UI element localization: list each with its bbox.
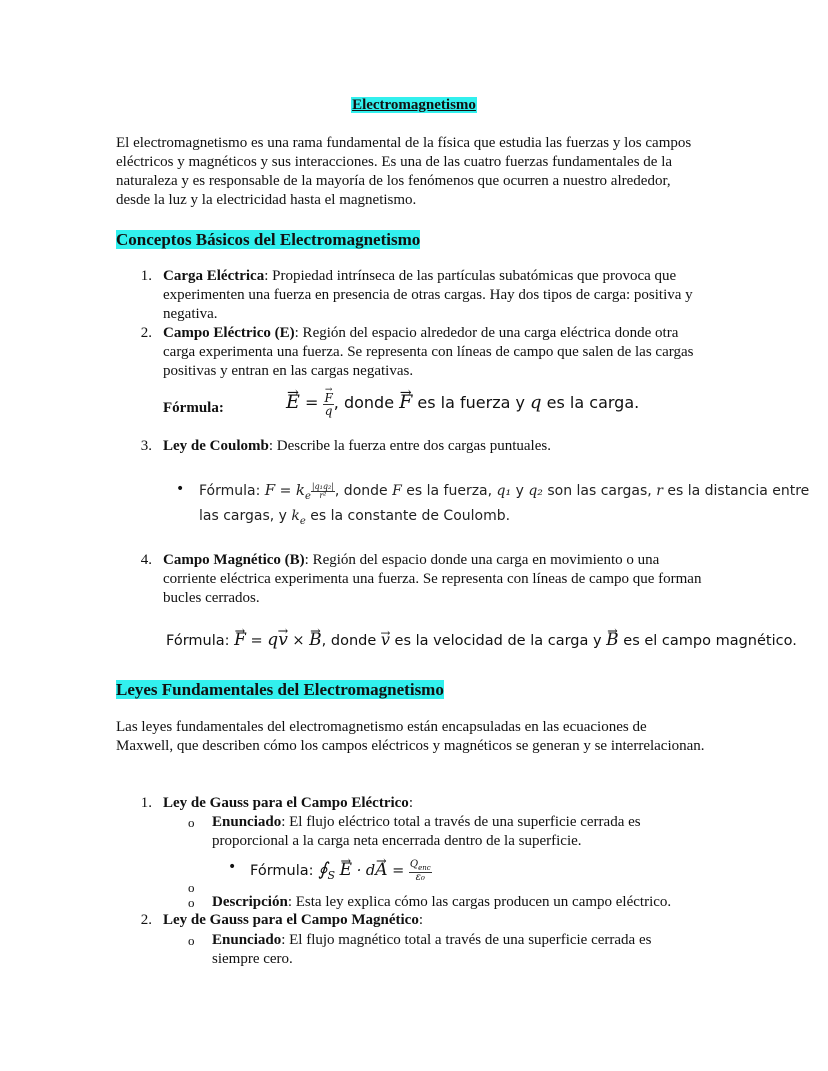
circle-bullet: o (188, 933, 195, 948)
list-number: 2. (140, 912, 152, 928)
formula-coulomb: Fórmula: $F = k_e$ $\frac{\text{|q₁q₂|}}{\text{r²}}$ , donde F es la fuerza, q₁ y q₂ son las cargas, r es la distancia entre (199, 481, 810, 502)
law2-enunciado: Enunciado: El flujo magnético total a través de una superficie cerrada es siempre cero. (212, 932, 652, 967)
term-label: Campo Eléctrico (E) (163, 325, 295, 341)
term-label: Carga Eléctrica (163, 268, 265, 284)
term-label: Campo Magnético (B) (163, 552, 305, 568)
formula-coulomb-line2: las cargas, y $k_e$ es la constante de Coulomb. (199, 508, 511, 527)
list-item-carga-electrica (163, 267, 708, 324)
list-number: 2. (140, 325, 152, 341)
circle-bullet: o (188, 880, 195, 895)
bullet-marker: • (228, 859, 237, 875)
fraction: $\frac{Q_{enc}}{\text{ε₀}}$ (409, 858, 431, 883)
law1-descripcion: Descripción: Esta ley explica cómo las cargas producen un campo eléctrico. (212, 894, 672, 910)
formula-label: Fórmula: (163, 400, 224, 416)
circle-bullet: o (188, 895, 195, 910)
formula-magnetic-force: Fórmula: → F = q→ v × → B, donde → v es la velocidad de la carga y → B es el campo magnético. (166, 628, 797, 653)
list-item-campo-electrico (163, 324, 708, 381)
fraction: $\frac{\text{|q₁q₂|}}{\text{r²}}$ (311, 481, 334, 500)
section2-intro-paragraph: Las leyes fundamentales del electromagnetismo están encapsuladas en las ecuaciones de Maxwell, que describen cómo los campos eléctricos y magnéticos se generan y se interrelacionan. (116, 719, 705, 754)
law-title-gauss-electric: Ley de Gauss para el Campo Eléctrico: (163, 795, 413, 811)
list-number: 4. (140, 552, 152, 568)
section-heading-conceptos: Conceptos Básicos del Electromagnetismo (116, 230, 421, 249)
formula-electric-field: → E = → $\frac{F}{q}$ , donde → F es la fuerza y q es la carga. (286, 390, 639, 417)
term-text: : Región del espacio alrededor de una carga eléctrica donde otra carga experimenta una fuerza. Se representa con líneas de campo que salen de las cargas positivas y entran en las cargas negativas. (163, 325, 694, 379)
law1-enunciado: Enunciado: El flujo eléctrico total a través de una superficie cerrada es proporcional a la carga neta encerrada dentro de la superficie. (212, 814, 641, 849)
term-text: : Propiedad intrínseca de las partículas subatómicas que provoca que experimenten una fuerza en presencia de otras cargas. Hay dos tipos de carga: positiva y negativa. (163, 268, 693, 322)
document-title: Electromagnetismo (352, 97, 476, 113)
term-label: Ley de Coulomb (163, 438, 269, 454)
bullet-marker: • (176, 481, 185, 497)
list-item-campo-magnetico (163, 551, 708, 608)
list-item-ley-coulomb (163, 437, 708, 456)
intro-paragraph: El electromagnetismo es una rama fundamental de la física que estudia las fuerzas y los campos eléctricos y magnéticos y sus interacciones. Es una de las cuatro fuerzas fundamentales de la naturaleza y es responsable de la mayoría de los fenómenos que ocurren a nuestro alrededor, desde la luz y la electricidad hasta el magnetismo. (116, 135, 692, 208)
law-title-gauss-magnetic: Ley de Gauss para el Campo Magnético: (163, 912, 423, 928)
term-text: : Región del espacio donde una carga en movimiento o una corriente eléctrica experimenta una fuerza. Se representa con líneas de campo que forman bucles cerrados. (163, 552, 702, 606)
list-number: 1. (140, 795, 152, 811)
list-number: 1. (140, 268, 152, 284)
term-text: : Describe la fuerza entre dos cargas puntuales. (268, 438, 551, 454)
circle-bullet: o (188, 815, 195, 830)
list-number: 3. (140, 438, 152, 454)
formula-gauss-electric: Fórmula: $∮_S \to E \cdot d\to A$ = $\frac{Q_{enc}}{\text{ε₀}}$ (250, 857, 432, 889)
fraction: → $\frac{F}{q}$ (323, 392, 333, 417)
section-heading-leyes: Leyes Fundamentales del Electromagnetismo (116, 680, 444, 699)
